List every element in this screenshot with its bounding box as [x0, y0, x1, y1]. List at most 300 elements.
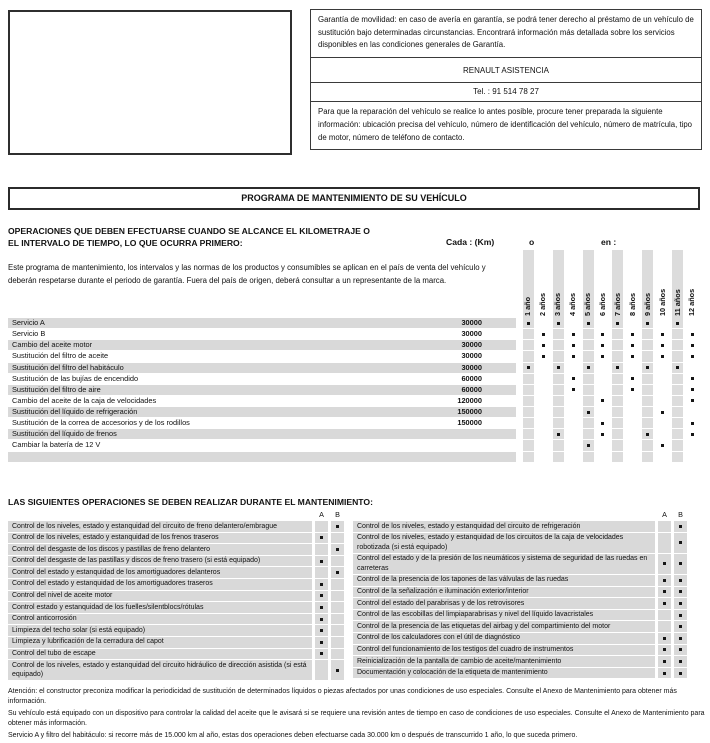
- service-a-cell: [315, 614, 328, 625]
- year-dot-cell: [640, 385, 655, 395]
- year-dot-cell: [670, 374, 685, 384]
- year-dot-cell: [685, 374, 700, 384]
- service-dot: [557, 322, 560, 325]
- year-dot-cell: [566, 385, 581, 395]
- year-column-header: 1 año: [521, 250, 536, 318]
- year-dot-cell: [521, 340, 536, 350]
- service-label: Sustitución del líquido de frenos: [12, 429, 117, 439]
- year-dot-cell: [596, 340, 611, 350]
- year-dot-cell: [536, 452, 551, 462]
- service-band: [8, 396, 516, 406]
- year-dot-cell: [640, 340, 655, 350]
- year-dot-cell: [655, 340, 670, 350]
- year-dot-cell: [521, 374, 536, 384]
- service-b-cell: [331, 660, 344, 680]
- service-dot: [691, 388, 694, 391]
- operation-label: Reinicialización de la pantalla de cambio de aceite/mantenimiento: [353, 656, 655, 667]
- operation-dot: [679, 541, 682, 544]
- year-dot-cell: [610, 429, 625, 439]
- year-dot-cell: [521, 385, 536, 395]
- year-dot-cell: [625, 396, 640, 406]
- year-dot-cell: [640, 318, 655, 328]
- year-dot-cell: [596, 407, 611, 417]
- service-a-cell: [315, 567, 328, 578]
- year-dot-cell: [625, 340, 640, 350]
- during-table-left: [8, 510, 344, 681]
- cada-km-label: Cada : (Km): [446, 237, 495, 247]
- year-column-header: 8 años: [627, 292, 637, 316]
- service-b-cell: [674, 621, 687, 632]
- year-dot-cell: [581, 329, 596, 339]
- operation-label: Documentación y colocación de la etiqueta de mantenimiento: [353, 668, 655, 679]
- operation-label: Control de los niveles, estado y estanquidad del circuito hidráulico de dirección asistida (si está equipado): [8, 660, 312, 680]
- service-a-cell: [315, 660, 328, 680]
- operation-label: Limpieza y lubrificación de la cerradura del capot: [8, 637, 312, 648]
- column-header-a: A: [319, 510, 324, 519]
- operation-label: Control del nivel de aceite motor: [8, 591, 312, 602]
- service-band: [8, 318, 516, 328]
- service-b-cell: [674, 645, 687, 656]
- service-band: [8, 429, 516, 439]
- operation-dot: [679, 625, 682, 628]
- year-dot-grid: [521, 363, 700, 373]
- operation-dot: [336, 571, 339, 574]
- year-column-header: 9 años: [640, 250, 655, 318]
- year-dot-cell: [655, 374, 670, 384]
- year-dot-grid: [521, 329, 700, 339]
- column-header-b: B: [335, 510, 340, 519]
- year-dot-cell: [610, 452, 625, 462]
- service-dot: [691, 333, 694, 336]
- service-b-cell: [674, 668, 687, 679]
- service-dot: [557, 433, 560, 436]
- year-dot-cell: [521, 363, 536, 373]
- year-dot-cell: [625, 351, 640, 361]
- year-dot-cell: [625, 418, 640, 428]
- year-dot-cell: [640, 363, 655, 373]
- year-dot-cell: [581, 374, 596, 384]
- service-dot: [572, 355, 575, 358]
- operation-row: [8, 614, 344, 625]
- ab-header-row: [8, 510, 344, 520]
- year-dot-cell: [625, 385, 640, 395]
- service-b-cell: [331, 521, 344, 532]
- year-dot-cell: [596, 329, 611, 339]
- service-b-cell: [674, 610, 687, 621]
- service-dot: [631, 388, 634, 391]
- year-dot-cell: [640, 329, 655, 339]
- service-dot: [616, 366, 619, 369]
- footnotes: [8, 687, 705, 743]
- operation-row: [8, 625, 344, 636]
- operation-dot: [336, 669, 339, 672]
- year-dot-cell: [670, 429, 685, 439]
- repair-info-text: Para que la reparación del vehículo se realice lo antes posible, procure tener preparada la siguiente información: ubicación precisa del vehículo, número de identificación del vehículo, número de matrícula, tipo de motor, número de teléfono de contacto.: [318, 107, 693, 142]
- year-dot-cell: [670, 385, 685, 395]
- operation-row: [8, 637, 344, 648]
- service-dot: [631, 355, 634, 358]
- operation-row: [353, 533, 687, 553]
- operation-dot: [663, 602, 666, 605]
- operation-dot: [679, 648, 682, 651]
- service-row: [8, 351, 700, 361]
- year-column-header: 10 años: [657, 288, 667, 316]
- year-column-header: 12 años: [687, 288, 697, 316]
- service-row: [8, 385, 700, 395]
- operation-row: [8, 544, 344, 555]
- year-dot-cell: [610, 363, 625, 373]
- service-a-cell: [658, 633, 671, 644]
- service-row: [8, 318, 700, 328]
- year-column-header: 7 años: [610, 250, 625, 318]
- year-dot-cell: [640, 418, 655, 428]
- operation-label: Control del estado y de la presión de los neumáticos y sistema de seguridad de las ruedas en carreteras: [353, 554, 655, 574]
- service-dot: [572, 333, 575, 336]
- year-column-header: 2 años: [538, 292, 548, 316]
- service-row: [8, 374, 700, 384]
- year-dot-grid: [521, 452, 700, 462]
- service-b-cell: [331, 579, 344, 590]
- service-dot: [631, 377, 634, 380]
- year-dot-cell: [596, 351, 611, 361]
- year-dot-cell: [596, 363, 611, 373]
- service-band: [8, 452, 516, 462]
- service-b-cell: [674, 633, 687, 644]
- operation-label: Control de las escobillas del limpiaparabrisas y nivel del líquido lavacristales: [353, 610, 655, 621]
- year-dot-cell: [536, 396, 551, 406]
- year-dot-cell: [640, 407, 655, 417]
- service-dot: [601, 399, 604, 402]
- service-label: Sustitución del filtro de aceite: [12, 351, 109, 361]
- operation-label: Control de la presencia de las etiquetas del airbag y del compartimiento del motor: [353, 621, 655, 632]
- year-dot-cell: [551, 385, 566, 395]
- o-label: o: [529, 237, 535, 247]
- operation-row: [8, 556, 344, 567]
- service-b-cell: [331, 637, 344, 648]
- service-a-cell: [658, 645, 671, 656]
- year-dot-cell: [581, 440, 596, 450]
- year-dot-cell: [670, 351, 685, 361]
- operation-label: Control del estado del parabrisas y de los retrovisores: [353, 598, 655, 609]
- year-dot-cell: [581, 418, 596, 428]
- year-dot-cell: [596, 418, 611, 428]
- year-dot-cell: [581, 429, 596, 439]
- operation-dot: [663, 648, 666, 651]
- service-dot: [557, 366, 560, 369]
- year-dot-cell: [551, 351, 566, 361]
- service-a-cell: [315, 602, 328, 613]
- operation-dot: [679, 579, 682, 582]
- ab-header-row: [353, 510, 687, 520]
- service-b-cell: [331, 556, 344, 567]
- service-dot: [676, 366, 679, 369]
- service-dot: [631, 333, 634, 336]
- year-dot-cell: [625, 363, 640, 373]
- service-dot: [661, 444, 664, 447]
- operation-label: Control de los calculadores con el útil de diagnóstico: [353, 633, 655, 644]
- year-dot-cell: [625, 318, 640, 328]
- year-dot-cell: [536, 418, 551, 428]
- service-dot: [616, 322, 619, 325]
- operation-dot: [663, 637, 666, 640]
- year-dot-cell: [610, 440, 625, 450]
- year-dot-cell: [521, 318, 536, 328]
- year-dot-cell: [670, 340, 685, 350]
- year-dot-cell: [685, 385, 700, 395]
- service-dot: [601, 344, 604, 347]
- year-dot-cell: [551, 429, 566, 439]
- service-label: Sustitución del filtro del habitáculo: [12, 362, 124, 372]
- during-table-right: [353, 510, 687, 679]
- year-dot-cell: [685, 407, 700, 417]
- year-dot-cell: [521, 418, 536, 428]
- year-dot-cell: [670, 440, 685, 450]
- operation-row: [353, 621, 687, 632]
- service-dot: [646, 366, 649, 369]
- year-dot-cell: [610, 374, 625, 384]
- year-dot-cell: [625, 452, 640, 462]
- operation-dot: [679, 637, 682, 640]
- year-dot-cell: [655, 396, 670, 406]
- service-dot: [542, 355, 545, 358]
- year-dot-cell: [670, 407, 685, 417]
- service-a-cell: [315, 625, 328, 636]
- service-band: [8, 374, 516, 384]
- operation-dot: [320, 606, 323, 609]
- operation-label: Control de la señalización e iluminación exterior/interior: [353, 587, 655, 598]
- service-dot: [587, 322, 590, 325]
- year-dot-cell: [596, 452, 611, 462]
- year-dot-cell: [566, 363, 581, 373]
- year-dot-cell: [640, 452, 655, 462]
- service-row: [8, 418, 700, 428]
- operation-label: Control de los niveles, estado y estanquidad de los circuitos de la caja de velocidades robotizada (si está equipado): [353, 533, 655, 553]
- service-b-cell: [674, 575, 687, 586]
- mobility-warranty-text: Garantía de movilidad: en caso de avería en garantía, se podrá tener derecho al préstamo de un vehículo de sustitución bajo determinadas circunstancias. Encontrará información más detallada sobre los servicios disponibles en las condiciones generales de Garantía.: [311, 10, 701, 58]
- ab-header-spacer: [353, 510, 655, 520]
- service-a-cell: [658, 656, 671, 667]
- service-a-cell: [315, 544, 328, 555]
- service-dot: [676, 322, 679, 325]
- year-dot-cell: [685, 396, 700, 406]
- service-b-cell: [674, 598, 687, 609]
- service-km: 60000: [461, 373, 482, 383]
- year-dot-cell: [655, 452, 670, 462]
- service-label: Cambio del aceite de la caja de velocidades: [12, 395, 157, 405]
- operation-row: [353, 587, 687, 598]
- ab-header-spacer: [8, 510, 312, 520]
- service-dot: [691, 422, 694, 425]
- service-a-cell: [315, 521, 328, 532]
- year-dot-cell: [551, 340, 566, 350]
- year-dot-cell: [670, 363, 685, 373]
- service-a-cell: [658, 575, 671, 586]
- en-label: en :: [601, 237, 617, 247]
- year-dot-cell: [521, 407, 536, 417]
- footnote-service-a: Servicio A y filtro del habitáculo: si recorre más de 15.000 km al año, estas dos operaciones deben efectuarse cada 30.000 km o después de transcurrido 1 año, lo que suceda primero.: [8, 731, 578, 739]
- year-header: [521, 250, 700, 318]
- operation-dot: [320, 594, 323, 597]
- service-dot: [691, 433, 694, 436]
- operation-row: [353, 554, 687, 574]
- service-b-cell: [331, 591, 344, 602]
- service-band: [8, 363, 516, 373]
- year-dot-cell: [551, 452, 566, 462]
- service-dot: [601, 355, 604, 358]
- operation-row: [353, 575, 687, 586]
- service-b-cell: [331, 614, 344, 625]
- year-dot-cell: [685, 452, 700, 462]
- service-a-cell: [315, 579, 328, 590]
- year-dot-cell: [581, 407, 596, 417]
- year-dot-cell: [596, 318, 611, 328]
- year-dot-cell: [596, 374, 611, 384]
- operation-row: [353, 645, 687, 656]
- service-dot: [661, 411, 664, 414]
- service-dot: [691, 344, 694, 347]
- operation-dot: [679, 562, 682, 565]
- service-band: [8, 351, 516, 361]
- service-dot: [691, 399, 694, 402]
- service-a-cell: [658, 533, 671, 553]
- service-b-cell: [674, 533, 687, 553]
- operation-dot: [336, 548, 339, 551]
- operation-dot: [663, 660, 666, 663]
- operation-row: [8, 649, 344, 660]
- year-dot-cell: [596, 385, 611, 395]
- during-heading: LAS SIGUIENTES OPERACIONES SE DEBEN REALIZAR DURANTE EL MANTENIMIENTO:: [8, 497, 373, 507]
- program-title: PROGRAMA DE MANTENIMIENTO DE SU VEHÍCULO: [8, 187, 700, 210]
- year-dot-grid: [521, 374, 700, 384]
- operation-dot: [663, 579, 666, 582]
- year-dot-cell: [655, 329, 670, 339]
- service-km: 150000: [457, 407, 482, 416]
- year-dot-cell: [566, 452, 581, 462]
- year-dot-cell: [625, 429, 640, 439]
- year-dot-grid: [521, 407, 700, 417]
- service-label: Sustitución de las bujías de encendido: [12, 373, 139, 383]
- year-dot-cell: [521, 329, 536, 339]
- year-dot-cell: [581, 385, 596, 395]
- year-dot-cell: [566, 374, 581, 384]
- service-band: [8, 418, 516, 428]
- year-dot-cell: [581, 452, 596, 462]
- year-dot-cell: [685, 318, 700, 328]
- service-dot: [542, 344, 545, 347]
- year-dot-cell: [685, 440, 700, 450]
- operation-dot: [320, 536, 323, 539]
- operation-dot: [320, 583, 323, 586]
- operation-label: Control de los niveles, estado y estanquidad de los frenos traseros: [8, 533, 312, 544]
- footnote-attention: Atención: el constructor preconiza modificar la periodicidad de sustitución de determinados líquidos o piezas afectados por unas condiciones de uso especiales. Consulte el Anexo de Mantenimiento para obtener más información.: [8, 688, 677, 705]
- operation-row: [353, 610, 687, 621]
- operation-dot: [679, 525, 682, 528]
- service-a-cell: [315, 556, 328, 567]
- program-intro-text: Este programa de mantenimiento, los intervalos y las normas de los productos y consumibles se aplican en el país de venta del vehículo y deberán respetarse durante el periodo de garantía. Fuera del país de origen, deberá consultar a un representante de la marca.: [8, 263, 486, 285]
- year-dot-cell: [610, 340, 625, 350]
- operation-row: [8, 579, 344, 590]
- year-dot-grid: [521, 396, 700, 406]
- operation-row: [353, 633, 687, 644]
- year-dot-cell: [536, 440, 551, 450]
- year-dot-cell: [536, 329, 551, 339]
- operation-label: Limpieza del techo solar (si está equipado): [8, 625, 312, 636]
- service-row: [8, 363, 700, 373]
- year-dot-grid: [521, 318, 700, 328]
- year-dot-cell: [670, 329, 685, 339]
- year-dot-cell: [536, 429, 551, 439]
- year-dot-cell: [566, 396, 581, 406]
- service-dot: [646, 433, 649, 436]
- year-dot-cell: [551, 440, 566, 450]
- year-dot-cell: [655, 385, 670, 395]
- operations-heading: OPERACIONES QUE DEBEN EFECTUARSE CUANDO SE ALCANCE EL KILOMETRAJE O EL INTERVALO DE TIEMPO, LO QUE OCURRA PRIMERO:: [8, 226, 370, 248]
- service-row: [8, 440, 700, 450]
- service-label: Sustitución del líquido de refrigeración: [12, 407, 138, 416]
- service-dot: [661, 344, 664, 347]
- year-dot-cell: [670, 396, 685, 406]
- maintenance-table: [8, 318, 700, 463]
- footnote-oil-quality: Su vehículo está equipado con un dispositivo para controlar la calidad del aceite que le avisará si se requiere una revisión antes de tiempo en caso de condiciones de uso especiales. Consulte el Anexo de Mantenimiento para obtener más información.: [8, 709, 705, 727]
- service-label: Sustitución del filtro de aire: [12, 384, 101, 394]
- year-dot-cell: [536, 351, 551, 361]
- operation-label: Control del funcionamiento de los testigos del cuadro de instrumentos: [353, 645, 655, 656]
- operation-dot: [320, 641, 323, 644]
- service-dot: [601, 333, 604, 336]
- service-dot: [691, 355, 694, 358]
- year-dot-cell: [670, 318, 685, 328]
- operation-dot: [679, 672, 682, 675]
- service-a-cell: [658, 610, 671, 621]
- year-dot-cell: [581, 318, 596, 328]
- year-dot-cell: [655, 351, 670, 361]
- service-dot: [661, 333, 664, 336]
- operation-dot: [320, 652, 323, 655]
- operation-dot: [663, 672, 666, 675]
- operation-label: Control anticorrosión: [8, 614, 312, 625]
- service-km: 30000: [461, 329, 482, 339]
- year-dot-cell: [655, 429, 670, 439]
- year-dot-cell: [610, 407, 625, 417]
- year-dot-cell: [625, 407, 640, 417]
- year-dot-cell: [536, 407, 551, 417]
- service-dot: [587, 411, 590, 414]
- year-dot-cell: [566, 318, 581, 328]
- operation-label: Control del desgaste de los discos y pastillas de freno delantero: [8, 544, 312, 555]
- service-km: 30000: [461, 318, 482, 327]
- service-label: Cambiar la batería de 12 V: [12, 440, 101, 450]
- year-dot-cell: [655, 418, 670, 428]
- year-dot-cell: [536, 374, 551, 384]
- service-dot: [646, 322, 649, 325]
- service-b-cell: [331, 649, 344, 660]
- year-dot-cell: [655, 363, 670, 373]
- year-dot-cell: [581, 396, 596, 406]
- year-dot-cell: [581, 340, 596, 350]
- column-header-a: A: [662, 510, 667, 519]
- year-dot-cell: [655, 440, 670, 450]
- service-row: [8, 407, 700, 417]
- year-dot-grid: [521, 351, 700, 361]
- service-b-cell: [331, 625, 344, 636]
- operation-dot: [679, 660, 682, 663]
- year-dot-cell: [566, 351, 581, 361]
- year-dot-cell: [536, 363, 551, 373]
- service-b-cell: [331, 602, 344, 613]
- column-header-b: B: [678, 510, 683, 519]
- year-dot-grid: [521, 418, 700, 428]
- year-dot-cell: [670, 418, 685, 428]
